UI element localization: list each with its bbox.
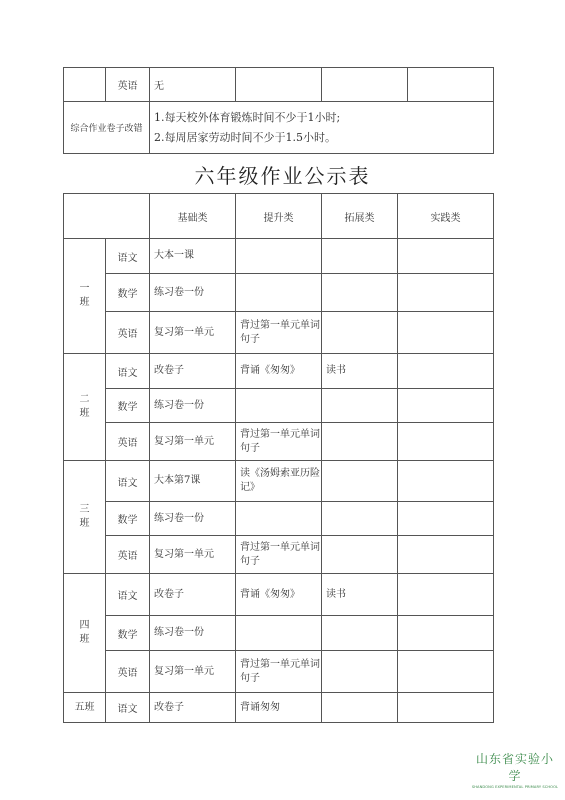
table-row xyxy=(64,389,494,423)
header-row xyxy=(64,194,494,239)
rule-line: 2.每周居家劳动时间不少于1.5小时。 xyxy=(154,130,336,144)
practice-cell xyxy=(398,239,494,274)
basic-cell: 改卷子 xyxy=(150,354,236,389)
class-name-char: 班 xyxy=(79,408,90,419)
basic-cell: 练习卷一份 xyxy=(150,502,236,536)
class-name-cell xyxy=(64,354,106,461)
school-name-en: SHANDONG EXPERIMENTAL PRIMARY SCHOOL xyxy=(471,785,559,789)
extend-cell xyxy=(322,651,398,693)
school-name-cn: 山东省实验小学 xyxy=(475,752,554,783)
subject-cell: 英语 xyxy=(106,312,150,354)
improve-cell xyxy=(236,239,322,274)
improve-cell xyxy=(236,616,322,651)
extend-cell xyxy=(322,239,398,274)
extend-cell xyxy=(322,693,398,723)
english-row xyxy=(64,68,494,102)
basic-cell: 无 xyxy=(150,68,236,102)
table-row xyxy=(64,354,494,389)
practice-cell xyxy=(398,389,494,423)
header-improve: 提升类 xyxy=(236,194,322,239)
rules-content xyxy=(150,102,494,154)
school-logo xyxy=(470,750,560,789)
table-row xyxy=(64,423,494,461)
class-name-char: 二 xyxy=(79,394,90,405)
practice-cell xyxy=(398,423,494,461)
extend-cell xyxy=(322,461,398,502)
basic-cell: 复习第一单元 xyxy=(150,312,236,354)
extend-cell xyxy=(322,312,398,354)
table-row xyxy=(64,574,494,616)
practice-cell xyxy=(398,536,494,574)
header-blank-cell xyxy=(64,194,150,239)
improve-cell: 背过第一单元单词句子 xyxy=(236,536,322,574)
improve-cell: 背诵《匆匆》 xyxy=(236,574,322,616)
class-name-cell xyxy=(64,461,106,574)
subject-cell: 语文 xyxy=(106,239,150,274)
class-name-char: 一 xyxy=(79,283,90,294)
practice-cell xyxy=(398,693,494,723)
basic-cell: 大本一课 xyxy=(150,239,236,274)
class-name-cell xyxy=(64,574,106,693)
header-extend: 拓展类 xyxy=(322,194,398,239)
header-basic: 基础类 xyxy=(150,194,236,239)
subject-cell: 数学 xyxy=(106,502,150,536)
empty-cell xyxy=(64,68,106,102)
subject-cell: 英语 xyxy=(106,536,150,574)
top-table xyxy=(63,67,494,154)
homework-table xyxy=(63,193,494,723)
practice-cell xyxy=(398,312,494,354)
improve-cell: 背过第一单元单词句子 xyxy=(236,423,322,461)
improve-cell xyxy=(236,502,322,536)
table-row xyxy=(64,312,494,354)
subject-cell: 语文 xyxy=(106,693,150,723)
improve-cell xyxy=(236,274,322,312)
extend-cell xyxy=(322,502,398,536)
practice-cell xyxy=(398,651,494,693)
basic-cell: 改卷子 xyxy=(150,693,236,723)
subject-cell: 数学 xyxy=(106,389,150,423)
header-practice: 实践类 xyxy=(398,194,494,239)
basic-cell: 复习第一单元 xyxy=(150,423,236,461)
extend-cell xyxy=(322,536,398,574)
basic-cell: 改卷子 xyxy=(150,574,236,616)
rules-label: 综合作业卷子改错 xyxy=(64,102,150,154)
basic-cell: 练习卷一份 xyxy=(150,616,236,651)
class-name-char: 三 xyxy=(79,504,90,515)
class-name-char: 班 xyxy=(79,518,90,529)
subject-cell: 语文 xyxy=(106,461,150,502)
table-row xyxy=(64,502,494,536)
improve-cell: 背过第一单元单词句子 xyxy=(236,312,322,354)
class-name-char: 班 xyxy=(79,634,90,645)
table-row xyxy=(64,461,494,502)
table-row xyxy=(64,274,494,312)
subject-cell: 数学 xyxy=(106,274,150,312)
improve-cell xyxy=(236,389,322,423)
improve-cell xyxy=(236,68,322,102)
improve-cell: 背诵《匆匆》 xyxy=(236,354,322,389)
improve-cell: 背过第一单元单词句子 xyxy=(236,651,322,693)
basic-cell: 练习卷一份 xyxy=(150,389,236,423)
subject-cell: 英语 xyxy=(106,651,150,693)
basic-cell: 大本第7课 xyxy=(150,461,236,502)
practice-cell xyxy=(398,354,494,389)
extend-cell xyxy=(322,274,398,312)
table-row xyxy=(64,693,494,723)
subject-cell: 英语 xyxy=(106,423,150,461)
practice-cell xyxy=(398,461,494,502)
class-name-cell xyxy=(64,693,106,723)
table-row xyxy=(64,651,494,693)
practice-cell xyxy=(398,274,494,312)
class-name-char: 班 xyxy=(79,297,90,308)
class-name-cell xyxy=(64,239,106,354)
extend-cell: 读书 xyxy=(322,574,398,616)
table-row xyxy=(64,616,494,651)
extend-cell xyxy=(322,68,408,102)
extend-cell xyxy=(322,616,398,651)
rule-line: 1.每天校外体育锻炼时间不少于1小时; xyxy=(154,110,341,124)
practice-cell xyxy=(398,574,494,616)
class-name-char: 五班 xyxy=(74,701,95,713)
subject-cell: 语文 xyxy=(106,574,150,616)
basic-cell: 复习第一单元 xyxy=(150,536,236,574)
extend-cell xyxy=(322,423,398,461)
table-row xyxy=(64,239,494,274)
practice-cell xyxy=(398,502,494,536)
rules-row xyxy=(64,102,494,154)
practice-cell xyxy=(408,68,494,102)
practice-cell xyxy=(398,616,494,651)
subject-cell: 语文 xyxy=(106,354,150,389)
improve-cell: 读《汤姆索亚历险记》 xyxy=(236,461,322,502)
subject-cell: 数学 xyxy=(106,616,150,651)
basic-cell: 复习第一单元 xyxy=(150,651,236,693)
table-row xyxy=(64,536,494,574)
improve-cell: 背诵匆匆 xyxy=(236,693,322,723)
page-title: 六年级作业公示表 xyxy=(194,164,371,188)
basic-cell: 练习卷一份 xyxy=(150,274,236,312)
extend-cell xyxy=(322,389,398,423)
subject-cell: 英语 xyxy=(106,68,150,102)
class-name-char: 四 xyxy=(79,620,90,631)
extend-cell: 读书 xyxy=(322,354,398,389)
